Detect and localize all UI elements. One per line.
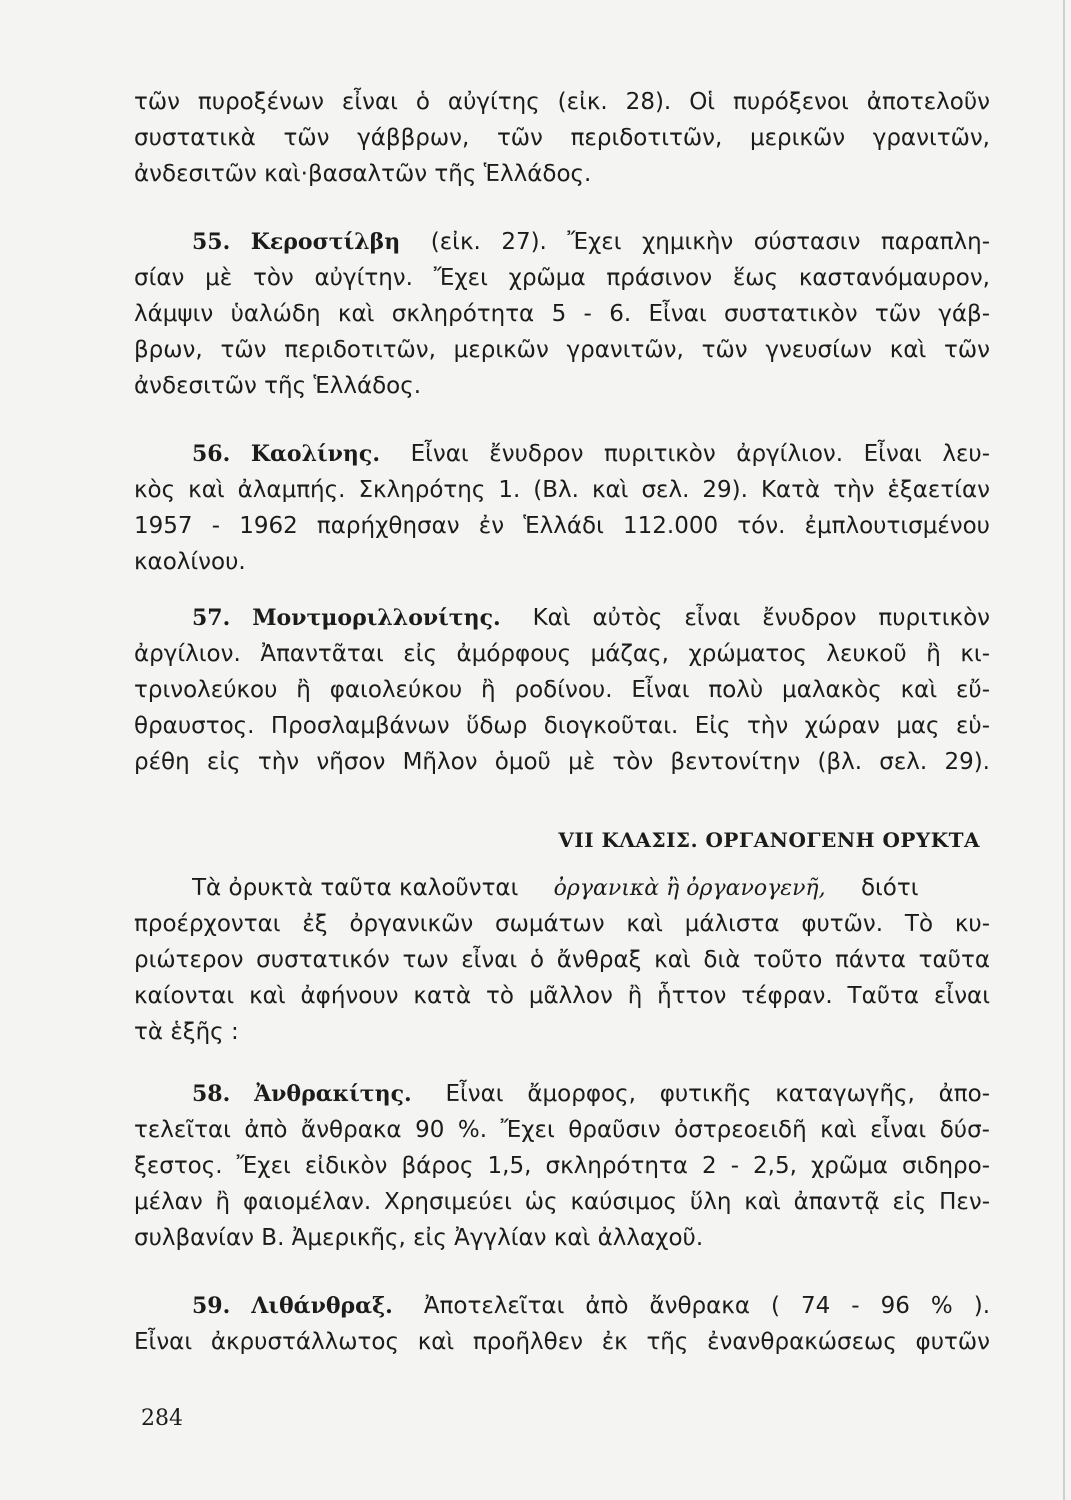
entry-line: τελεῖται ἀπὸ ἄνθρακα 90 %. Ἔχει θραῦσιν ὀστρεοειδῆ καὶ εἶναι δύσ-: [134, 1117, 990, 1143]
entry-number: 57.: [192, 605, 231, 631]
entry-line: μέλαν ἢ φαιομέλαν. Χρησιμεύει ὡς καύσιμος ὕλη καὶ ἀπαντᾷ εἰς Πεν-: [134, 1189, 990, 1215]
entry-line: θραυστος. Προσλαμβάνων ὕδωρ διογκοῦται. Εἰς τὴν χώραν μας εὑ-: [134, 713, 990, 739]
entry-first-line: Εἶναι ἄμορφος, φυτικῆς καταγωγῆς, ἀπο-: [445, 1081, 990, 1107]
entry-line: συλβανίαν Β. Ἀμερικῆς, εἰς Ἀγγλίαν καὶ ἀλλαχοῦ.: [134, 1225, 704, 1251]
section-heading: VII ΚΛΑΣΙΣ. ΟΡΓΑΝΟΓΕΝΗ ΟΡΥΚΤΑ: [558, 828, 980, 852]
entry-line: βρων, τῶν περιδοτιτῶν, μερικῶν γρανιτῶν, τῶν γνευσίων καὶ τῶν: [134, 337, 990, 363]
entry-59-heading-line: [192, 1288, 990, 1324]
entry-line: τρινολεύκου ἢ φαιολεύκου ἢ ροδίνου. Εἶναι πολὺ μαλακὸς καὶ εὔ-: [134, 677, 990, 703]
entry-line: κὸς καὶ ἀλαμπής. Σκληρότης 1. (Βλ. καὶ σελ. 29). Κατὰ τὴν ἑξαετίαν: [134, 477, 990, 503]
section-line: προέρχονται ἐξ ὀργανικῶν σωμάτων καὶ μάλιστα φυτῶν. Τὸ κυ-: [134, 911, 990, 937]
entry-number: 56.: [192, 441, 231, 467]
intro-line: συστατικὰ τῶν γάββρων, τῶν περιδοτιτῶν, μερικῶν γρανιτῶν,: [134, 125, 990, 151]
entry-name: Μοντμοριλλονίτης.: [252, 605, 501, 631]
page-number: 284: [141, 1406, 183, 1431]
entry-line: σίαν μὲ τὸν αὐγίτην. Ἔχει χρῶμα πράσινον ἕως καστανόμαυρον,: [134, 265, 990, 291]
entry-number: 55.: [192, 229, 231, 255]
entry-first-line: Καὶ αὐτὸς εἶναι ἔνυδρον πυριτικὸν: [532, 605, 990, 631]
section-first-line: Τὰ ὀρυκτὰ ταῦτα καλοῦνται ὀργανικὰ ἢ ὀργανογενῆ, διότι: [192, 875, 919, 901]
entry-line: λάμψιν ὑαλώδη καὶ σκληρότητα 5 - 6. Εἶναι συστατικὸν τῶν γάβ-: [134, 301, 990, 327]
section-line: ριώτερον συστατικόν των εἶναι ὁ ἄνθραξ καὶ διὰ τοῦτο πάντα ταῦτα: [134, 947, 990, 973]
entry-first-line: Εἶναι ἔνυδρον πυριτικὸν ἀργίλιον. Εἶναι λευ-: [410, 441, 990, 467]
entry-line: ρέθη εἰς τὴν νῆσον Μῆλον ὁμοῦ μὲ τὸν βεντονίτην (βλ. σελ. 29).: [134, 749, 990, 775]
entry-line: 1957 - 1962 παρήχθησαν ἐν Ἑλλάδι 112.000 τόν. ἐμπλουτισμένου: [134, 513, 990, 539]
entry-57-heading-line: [192, 600, 990, 636]
entry-58-heading-line: [192, 1076, 990, 1112]
intro-line: ἀνδεσιτῶν καὶ·βασαλτῶν τῆς Ἑλλάδος.: [134, 161, 592, 187]
entry-number: 58.: [192, 1081, 231, 1107]
page-edge: [1063, 0, 1065, 1500]
entry-line: Εἶναι ἀκρυστάλλωτος καὶ προῆλθεν ἐκ τῆς ἐνανθρακώσεως φυτῶν: [134, 1329, 990, 1355]
section-line: καίονται καὶ ἀφήνουν κατὰ τὸ μᾶλλον ἢ ἧττον τέφραν. Ταῦτα εἶναι: [134, 983, 990, 1009]
entry-name: Ἀνθρακίτης.: [254, 1081, 412, 1107]
entry-name: Καολίνης.: [250, 441, 380, 467]
section-line: τὰ ἑξῆς :: [134, 1019, 239, 1045]
entry-number: 59.: [192, 1293, 231, 1319]
entry-name: Κεροστίλβη: [250, 229, 401, 255]
italic-terms: ὀργανικὰ ἢ ὀργανογενῆ,: [553, 876, 826, 901]
entry-line: καολίνου.: [134, 549, 246, 575]
entry-name: Λιθάνθραξ.: [251, 1293, 393, 1319]
intro-line: τῶν πυροξένων εἶναι ὁ αὐγίτης (εἰκ. 28). Οἱ πυρόξενοι ἀποτελοῦν: [134, 89, 990, 115]
entry-line: ἀνδεσιτῶν τῆς Ἑλλάδος.: [134, 373, 422, 399]
entry-56-heading-line: [192, 436, 990, 472]
entry-line: ξεστος. Ἔχει εἰδικὸν βάρος 1,5, σκληρότητα 2 - 2,5, χρῶμα σιδηρο-: [134, 1153, 990, 1179]
entry-55-heading-line: [192, 224, 990, 260]
entry-first-line: Ἀποτελεῖται ἀπὸ ἄνθρακα ( 74 - 96 % ).: [423, 1293, 990, 1319]
entry-line: ἀργίλιον. Ἀπαντᾶται εἰς ἀμόρφους μάζας, χρώματος λευκοῦ ἢ κι-: [134, 641, 990, 667]
entry-first-line: (εἰκ. 27). Ἔχει χημικὴν σύστασιν παραπλη-: [430, 229, 990, 255]
